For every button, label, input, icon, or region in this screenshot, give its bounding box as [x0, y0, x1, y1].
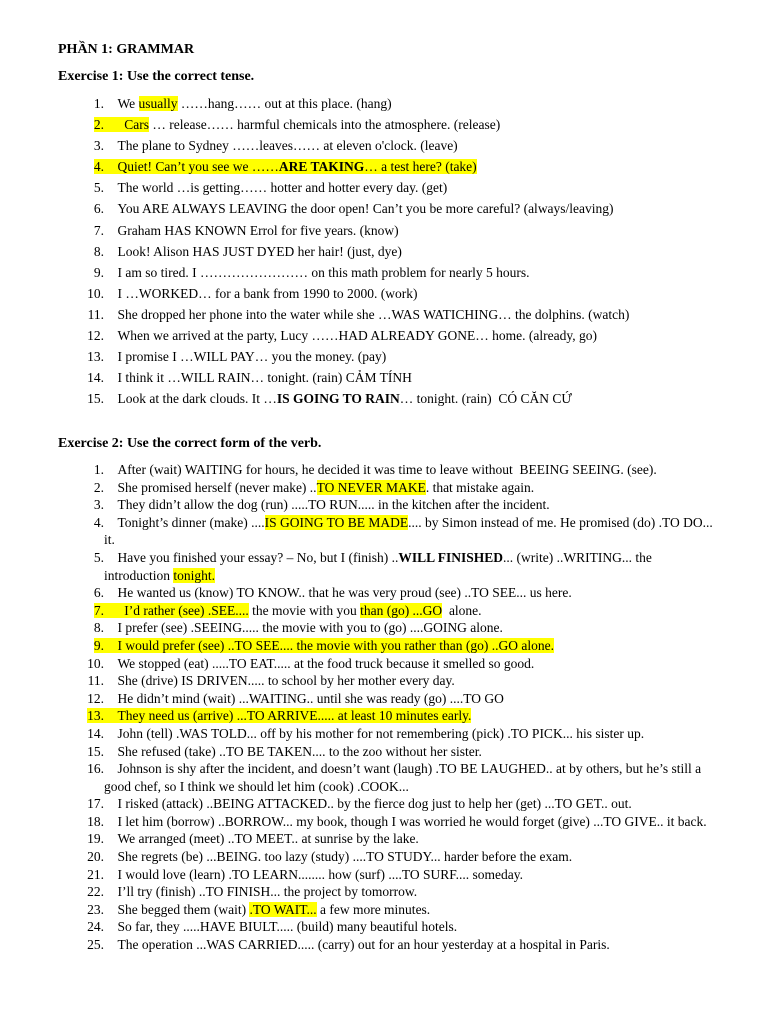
item-text: [104, 346, 718, 367]
exercise-2-list: [58, 461, 718, 954]
item-text-segment: I risked (attack) ..BEING ATTACKED.. by the fierce dog just to help her (get) ...TO GET.. out.: [117, 796, 632, 812]
item-number: [58, 725, 104, 743]
list-item: [58, 848, 718, 866]
item-text-segment: Look at the dark clouds. It …: [117, 391, 277, 407]
list-item: [58, 602, 718, 620]
item-text-segment: You ARE ALWAYS LEAVING the door open! Can’t you be more careful? (always/leaving): [117, 201, 614, 217]
item-gap: [104, 761, 118, 776]
item-number-text: 7.: [93, 602, 104, 618]
item-text: [104, 866, 718, 884]
list-item: [58, 619, 718, 637]
item-gap: [104, 814, 118, 829]
item-number-text: 4.: [93, 514, 104, 530]
item-text: [104, 461, 718, 479]
item-number-text: 9.: [93, 264, 104, 280]
list-item: [58, 813, 718, 831]
item-number: [58, 367, 104, 388]
item-gap: [104, 638, 118, 653]
item-text: [104, 220, 718, 241]
item-number: [58, 707, 104, 725]
item-number-text: 12.: [87, 328, 104, 344]
item-text-segment: I am so tired. I …………………… on this math problem for nearly 5 hours.: [117, 264, 530, 280]
item-number-text: 8.: [93, 243, 104, 259]
item-number: [58, 637, 104, 655]
item-text: [104, 725, 718, 743]
item-text-segment: IS GOING TO BE MADE: [264, 514, 409, 530]
list-item: [58, 795, 718, 813]
item-gap: [104, 585, 118, 600]
item-number-text: 25.: [87, 937, 104, 953]
item-number: [58, 830, 104, 848]
item-gap: [104, 902, 118, 917]
item-number-text: 15.: [87, 743, 104, 759]
list-item: [58, 461, 718, 479]
item-number-text: 23.: [87, 901, 104, 917]
item-text-segment: … release…… harmful chemicals into the atmosphere. (release): [149, 117, 501, 133]
list-item: [58, 901, 718, 919]
item-text-segment: When we arrived at the party, Lucy ……HAD ALREADY GONE… home. (already, go): [117, 328, 597, 344]
item-text-segment: The operation ...WAS CARRIED..... (carry) out for an hour yesterday at a hospital in Paris.: [117, 937, 610, 953]
list-item: [58, 743, 718, 761]
item-text-segment: She promised herself (never make) ..: [117, 479, 317, 495]
item-text-segment: alone.: [442, 602, 482, 618]
item-number-text: 24.: [87, 919, 104, 935]
item-gap: [104, 691, 118, 706]
list-item: [58, 135, 718, 156]
item-number-text: 18.: [87, 813, 104, 829]
list-item: [58, 918, 718, 936]
item-gap: [104, 515, 118, 530]
item-text-segment: I would prefer (see) ..TO SEE.... the movie with you rather than (go) ..GO alone.: [117, 637, 555, 653]
item-number: [58, 93, 104, 114]
item-text: [104, 114, 718, 135]
list-item: [58, 637, 718, 655]
item-text-segment: We stopped (eat) .....TO EAT..... at the food truck because it smelled so good.: [117, 655, 535, 671]
item-text-segment: I promise I …WILL PAY… you the money. (pay): [117, 349, 387, 365]
item-number-text: 6.: [93, 585, 104, 601]
item-gap: [104, 884, 118, 899]
item-number: [58, 848, 104, 866]
item-number: [58, 795, 104, 813]
list-item: [58, 93, 718, 114]
item-text-segment: The plane to Sydney ……leaves…… at eleven o'clock. (leave): [117, 138, 458, 154]
item-gap: [104, 603, 118, 618]
item-text-segment: I think it …WILL RAIN… tonight. (rain) CẢM TÍNH: [117, 370, 412, 386]
list-item: [58, 866, 718, 884]
item-number: [58, 479, 104, 497]
item-text-segment: than (go) ...GO: [360, 602, 443, 618]
item-text-segment: Tonight’s dinner (make) ....: [117, 514, 265, 530]
item-number-text: 7.: [93, 222, 104, 238]
item-number-text: 15.: [87, 391, 104, 407]
list-item: [58, 262, 718, 283]
item-number-text: 2.: [93, 117, 104, 133]
item-number: [58, 760, 104, 778]
item-text-segment: They didn’t allow the dog (run) .....TO RUN..... in the kitchen after the incident.: [117, 497, 550, 513]
item-gap: [104, 726, 118, 741]
item-text-segment: After (wait) WAITING for hours, he decided it was time to leave without BEEING SEEING. (see).: [117, 462, 657, 477]
item-gap: [104, 919, 118, 934]
item-number: [58, 690, 104, 708]
item-number: [58, 813, 104, 831]
item-number: [58, 549, 104, 567]
item-gap: [104, 96, 118, 111]
item-number: [58, 901, 104, 919]
item-text: [104, 479, 718, 497]
item-text-segment: We arranged (meet) ..TO MEET.. at sunrise by the lake.: [117, 831, 419, 847]
item-text-segment: ……hang…… out at this place. (hang): [177, 96, 392, 111]
item-gap: [104, 462, 118, 477]
item-number: [58, 496, 104, 514]
item-gap: [104, 328, 118, 343]
item-text: [104, 830, 718, 848]
item-number-text: 1.: [93, 462, 104, 477]
item-text-segment: ARE TAKING: [278, 159, 365, 175]
item-number: [58, 241, 104, 262]
item-text: [104, 936, 718, 954]
item-gap: [104, 937, 118, 952]
item-text-segment: They need us (arrive) ...TO ARRIVE..... at least 10 minutes early.: [117, 708, 472, 724]
list-item: [58, 479, 718, 497]
item-text-segment: .TO WAIT...: [249, 901, 317, 917]
item-text-segment: Have you finished your essay? – No, but I (finish) ..: [117, 549, 399, 565]
item-number: [58, 325, 104, 346]
item-number-text: 14.: [87, 370, 104, 386]
item-number-text: 21.: [87, 866, 104, 882]
item-text: [104, 262, 718, 283]
item-gap: [104, 391, 118, 406]
item-text: [104, 514, 718, 549]
item-number-text: 17.: [87, 796, 104, 812]
item-gap: [104, 201, 118, 216]
list-item: [58, 388, 718, 409]
item-text: [104, 496, 718, 514]
item-number: [58, 198, 104, 219]
item-gap: [104, 244, 118, 259]
item-number-text: 22.: [87, 884, 104, 900]
item-number: [58, 672, 104, 690]
list-item: [58, 496, 718, 514]
item-gap: [104, 265, 118, 280]
item-number-text: 9.: [93, 637, 104, 653]
item-text-segment: I let him (borrow) ..BORROW... my book, though I was worried he would forget (give) ...TO GIVE.. it back.: [117, 813, 707, 829]
item-gap: [104, 307, 118, 322]
item-text-segment: Johnson is shy after the incident, and doesn’t want (laugh) .TO BE LAUGHED.. at by others, but he’s still a good chef, so I think we should let him (cook) .COOK...: [104, 761, 705, 794]
item-text-segment: I would love (learn) .TO LEARN........ how (surf) ....TO SURF.... someday.: [117, 866, 523, 882]
list-item: [58, 672, 718, 690]
list-item: [58, 936, 718, 954]
item-text: [104, 901, 718, 919]
item-number: [58, 918, 104, 936]
item-number: [58, 262, 104, 283]
item-number: [58, 283, 104, 304]
item-text-segment: TO NEVER MAKE: [316, 479, 426, 495]
item-text: [104, 367, 718, 388]
item-text: [104, 283, 718, 304]
item-gap: [104, 673, 118, 688]
item-number-text: 3.: [93, 138, 104, 154]
item-number-text: 5.: [93, 180, 104, 196]
exercise-1-heading: Exercise 1: Use the correct tense.: [58, 69, 255, 84]
item-number-text: 13.: [87, 349, 104, 365]
item-text: [104, 304, 718, 325]
list-item: [58, 883, 718, 901]
item-text-segment: . that mistake again.: [425, 479, 535, 495]
item-text: [104, 388, 718, 409]
item-gap: [104, 849, 118, 864]
item-text: [104, 135, 718, 156]
item-text-segment: WILL FINISHED: [398, 549, 503, 565]
item-number-text: 11.: [87, 306, 104, 322]
list-item: [58, 830, 718, 848]
item-gap: [104, 620, 118, 635]
list-item: [58, 220, 718, 241]
item-text-segment: ... (write) ..WRITING... the introduction: [104, 549, 656, 583]
exercise-2-heading: Exercise 2: Use the correct form of the verb.: [58, 436, 322, 451]
item-number-text: 10.: [87, 285, 104, 301]
item-number: [58, 156, 104, 177]
item-gap: [104, 497, 118, 512]
item-gap: [104, 117, 118, 132]
item-number: [58, 220, 104, 241]
list-item: [58, 241, 718, 262]
item-text-segment: She regrets (be) ...BEING. too lazy (study) ....TO STUDY... harder before the exam.: [117, 849, 573, 865]
item-gap: [104, 708, 118, 723]
list-item: [58, 725, 718, 743]
list-item: [58, 549, 718, 584]
item-gap: [104, 370, 118, 385]
item-number-text: 1.: [93, 96, 104, 111]
item-gap: [104, 867, 118, 882]
item-text-segment: Cars: [117, 117, 149, 133]
item-text: [104, 707, 718, 725]
item-text-segment: He wanted us (know) TO KNOW.. that he was very proud (see) ..TO SEE... us here.: [117, 585, 572, 601]
list-item: [58, 707, 718, 725]
item-number: [58, 866, 104, 884]
item-text-segment: … tonight. (rain) CÓ CĂN CỨ: [399, 391, 572, 407]
item-number-text: 8.: [93, 620, 104, 636]
item-text-segment: I prefer (see) .SEEING..... the movie with you to (go) ....GOING alone.: [117, 620, 503, 636]
item-number: [58, 346, 104, 367]
list-item: [58, 198, 718, 219]
item-text-segment: We: [117, 96, 139, 111]
item-number: [58, 655, 104, 673]
list-item: [58, 304, 718, 325]
item-text-segment: I …WORKED… for a bank from 1990 to 2000. (work): [117, 285, 418, 301]
item-text: [104, 602, 718, 620]
exercise-1-list: [58, 93, 718, 409]
item-text-segment: the movie with you: [248, 602, 361, 618]
item-number: [58, 584, 104, 602]
item-text: [104, 795, 718, 813]
item-text-segment: The world …is getting…… hotter and hotter every day. (get): [117, 180, 448, 196]
item-text: [104, 760, 718, 795]
item-number-text: 6.: [93, 201, 104, 217]
item-number: [58, 883, 104, 901]
item-text-segment: I’ll try (finish) ..TO FINISH... the project by tomorrow.: [117, 884, 418, 900]
item-text-segment: Graham HAS KNOWN Errol for five years. (know): [117, 222, 399, 238]
item-number-text: 14.: [87, 725, 104, 741]
item-number-text: 13.: [87, 708, 104, 724]
item-text-segment: She dropped her phone into the water while she …WAS WATICHING… the dolphins. (watch): [117, 306, 630, 322]
item-text: [104, 848, 718, 866]
item-gap: [104, 349, 118, 364]
item-gap: [104, 480, 118, 495]
item-number: [58, 135, 104, 156]
item-gap: [104, 744, 118, 759]
item-number-text: 11.: [87, 673, 104, 689]
item-text: [104, 325, 718, 346]
item-text: [104, 690, 718, 708]
item-number-text: 4.: [93, 159, 104, 175]
list-item: [58, 655, 718, 673]
item-number-text: 2.: [93, 479, 104, 495]
item-text-segment: tonight.: [173, 567, 216, 583]
item-gap: [104, 180, 118, 195]
item-text: [104, 883, 718, 901]
list-item: [58, 114, 718, 135]
list-item: [58, 283, 718, 304]
list-item: [58, 325, 718, 346]
item-number-text: 12.: [87, 690, 104, 706]
list-item: [58, 690, 718, 708]
item-number: [58, 388, 104, 409]
item-number: [58, 602, 104, 620]
list-item: [58, 177, 718, 198]
item-gap: [104, 656, 118, 671]
section-title: PHẦN 1: GRAMMAR: [58, 42, 195, 57]
item-text-segment: .... by Simon instead of me. He promised (do) .TO DO... it.: [104, 514, 717, 548]
item-text-segment: She begged them (wait): [117, 901, 250, 917]
item-text: [104, 918, 718, 936]
item-text: [104, 198, 718, 219]
item-text-segment: So far, they .....HAVE BIULT..... (build) many beautiful hotels.: [117, 919, 458, 935]
item-text: [104, 549, 718, 584]
list-item: [58, 760, 718, 795]
item-number: [58, 177, 104, 198]
item-text: [104, 637, 718, 655]
item-text: [104, 655, 718, 673]
item-gap: [104, 223, 118, 238]
list-item: [58, 346, 718, 367]
item-gap: [104, 796, 118, 811]
item-text-segment: a few more minutes.: [316, 901, 431, 917]
list-item: [58, 367, 718, 388]
item-number-text: 3.: [93, 497, 104, 513]
list-item: [58, 584, 718, 602]
item-number: [58, 936, 104, 954]
item-text-segment: Quiet! Can’t you see we ……: [117, 159, 279, 175]
item-text: [104, 177, 718, 198]
item-gap: [104, 286, 118, 301]
item-text: [104, 241, 718, 262]
item-text-segment: IS GOING TO RAIN: [276, 391, 400, 407]
item-number: [58, 743, 104, 761]
item-text: [104, 584, 718, 602]
item-gap: [104, 550, 118, 565]
item-number-text: 20.: [87, 849, 104, 865]
item-text-segment: John (tell) .WAS TOLD... off by his mother for not remembering (pick) .TO PICK... his sister up.: [117, 725, 645, 741]
item-text-segment: She (drive) IS DRIVEN..... to school by her mother every day.: [117, 673, 455, 689]
item-text-segment: I’d rather (see) .SEE....: [117, 602, 249, 618]
item-number: [58, 304, 104, 325]
item-number: [58, 619, 104, 637]
item-text: [104, 93, 718, 114]
list-item: [58, 514, 718, 549]
item-text-segment: He didn’t mind (wait) ...WAITING.. until she was ready (go) ....TO GO: [117, 690, 504, 706]
item-text: [104, 156, 718, 177]
item-gap: [104, 138, 118, 153]
item-text: [104, 813, 718, 831]
item-number-text: 16.: [87, 761, 104, 777]
item-text-segment: She refused (take) ..TO BE TAKEN.... to the zoo without her sister.: [117, 743, 482, 759]
item-gap: [104, 831, 118, 846]
item-text: [104, 619, 718, 637]
item-text: [104, 672, 718, 690]
item-text-segment: Look! Alison HAS JUST DYED her hair! (just, dye): [117, 243, 402, 259]
item-number-text: 5.: [93, 549, 104, 565]
item-number-text: 10.: [87, 655, 104, 671]
item-text-segment: … a test here? (take): [364, 159, 477, 175]
item-number-text: 19.: [87, 831, 104, 847]
item-text-segment: usually: [138, 96, 178, 111]
list-item: [58, 156, 718, 177]
item-number: [58, 114, 104, 135]
item-text: [104, 743, 718, 761]
item-number: [58, 461, 104, 479]
item-number: [58, 514, 104, 532]
item-gap: [104, 159, 118, 174]
